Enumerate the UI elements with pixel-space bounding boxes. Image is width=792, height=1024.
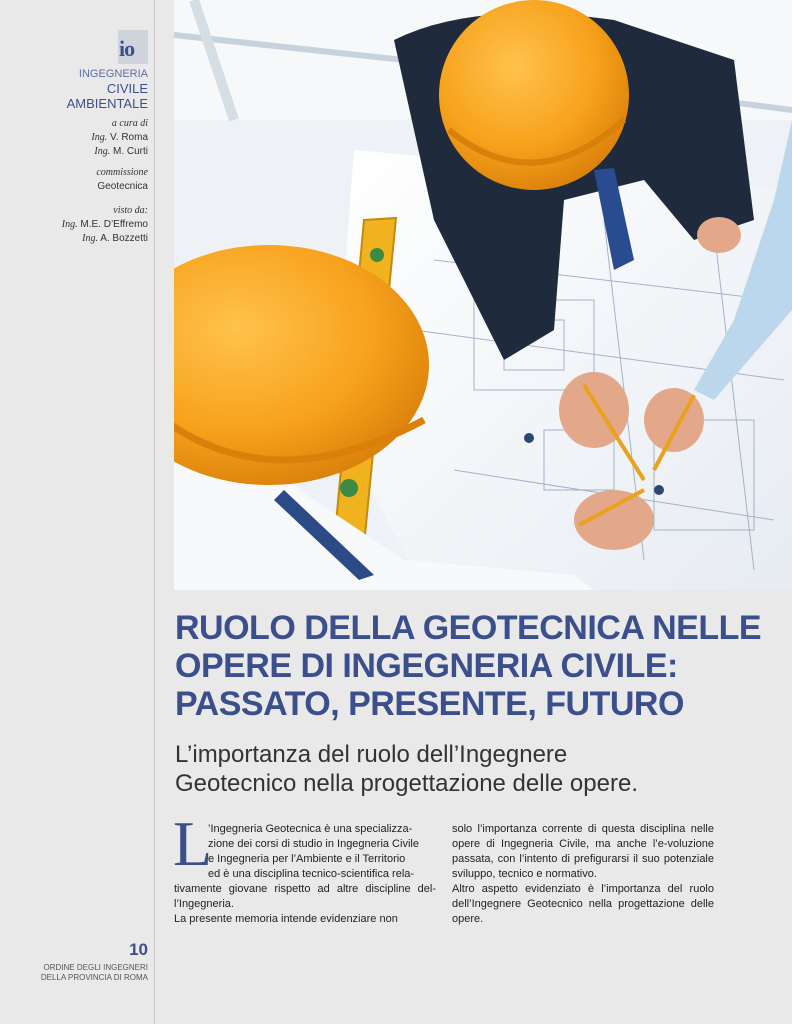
reviewed-by: visto da: Ing. M.E. D’Effremo Ing. A. Bozzetti: [61, 205, 148, 244]
drop-cap: L: [173, 808, 213, 879]
page-number: 10: [129, 940, 148, 959]
curated-by: a cura di Ing. V. Roma Ing. M. Curti: [91, 118, 148, 157]
paragraph: solo l’importanza corrente di questa disciplina nelle opere di Ingegneria Civile, ma anche l’e-voluzione passata, con l’intento di prefigurarsi il suo potenziale sviluppo, tecnico e normativo.: [452, 823, 714, 880]
magazine-logo: io: [118, 30, 148, 64]
article-column-2: [452, 822, 714, 927]
reviewer-name: A. Bozzetti: [100, 233, 148, 244]
hero-photo-engineers-blueprint: [174, 0, 792, 590]
article-subtitle: L’importanza del ruolo dell’Ingegnere Geotecnico nella progettazione delle opere.: [175, 741, 638, 797]
paragraph: tivamente giovane rispetto ad altre discipline del-l’Ingegneria.: [174, 883, 436, 910]
category-top: INGEGNERIA: [78, 68, 148, 80]
commission: commissione Geotecnica: [96, 167, 148, 192]
paragraph: Altro aspetto evidenziato è l’importanza del ruolo dell’Ingegnere Geotecnico nella progettazione delle opere.: [452, 883, 714, 925]
engineers-illustration: [174, 0, 792, 590]
article-column-1: ’Ingegneria Geotecnica è una specializza- zione dei corsi di studio in Ingegneria Civile e Ingegneria per l’Ambiente e il Territorio ed è una disciplina tecnico-scientifica rela- tivamente giovane rispetto ad altre discipline del-l’Ingegneria. La presente memoria intende evidenziare non: [174, 823, 436, 925]
sidebar: [0, 0, 154, 1024]
author-name: M. Curti: [113, 146, 148, 157]
article-title: RUOLO DELLA GEOTECNICA NELLE OPERE DI INGEGNERIA CIVILE: PASSATO, PRESENTE, FUTURO: [175, 609, 762, 723]
reviewer-name: M.E. D’Effremo: [80, 219, 148, 230]
author-name: V. Roma: [110, 132, 148, 143]
paragraph: La presente memoria intende evidenziare non: [174, 913, 398, 925]
sidebar-divider: [154, 0, 155, 1024]
publisher-name: ORDINE DEGLI INGEGNERI DELLA PROVINCIA DI ROMA: [40, 963, 148, 982]
category-main: CIVILE AMBIENTALE: [66, 81, 148, 111]
